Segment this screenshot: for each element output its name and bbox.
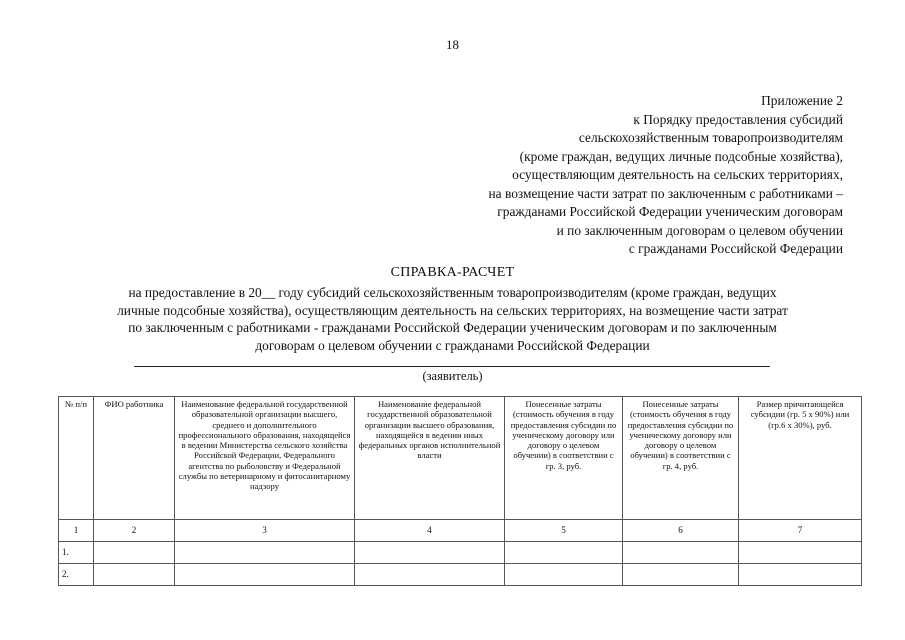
appendix-line: к Порядку предоставления субсидий [633,111,843,127]
table-row [59,542,862,564]
column-number: 3 [175,520,355,542]
column-number: 7 [739,520,862,542]
table-cell [505,542,623,564]
header-cell-subsidy-amount: Размер причитающейся субсидии (гр. 5 х 90%) или (гр.6 х 30%), руб. [739,397,862,520]
page-number: 18 [446,37,459,52]
appendix-line: осуществляющим деятельность на сельских территориях, [512,167,843,182]
table-cell [623,542,739,564]
appendix-line: сельскохозяйственным товаропроизводителям [578,130,843,145]
appendix-line: и по заключенным договорам о целевом обучении [556,222,843,238]
row-number: 1. [59,542,94,564]
table-cell [739,542,862,564]
table-cell [175,564,355,586]
table-cell [623,564,739,586]
header-cell-employee-name: ФИО работника [94,397,175,520]
calculation-table [58,396,862,586]
document-title: СПРАВКА-РАСЧЕТ [390,265,515,280]
column-number: 2 [94,520,175,542]
column-number-row [59,520,862,542]
subtitle-line: договорам о целевом обучении с гражданами Российской Федерации [255,337,650,353]
table-cell [94,542,175,564]
table-cell [739,564,862,586]
appendix-block [489,92,844,259]
subtitle-line: личные подсобные хозяйства), осуществляющим деятельность на сельских территориях, на возмещение части затрат [117,302,788,318]
header-cell-ministry-organization: Наименование федеральной государственной образовательной организации высшего, среднего и дополнительного профессионального образования, находящейся в ведении Министерства сельского хозяйства Российской Федерации, Федерального агентства по рыболовству и Федеральной службы по ветеринарному и фитосанитарному надзору [175,397,355,520]
header-cell-costs-col4: Понесенные затраты (стоимость обучения в году предоставления субсидии по ученическому договору или договору о целевом обучении) в соответствии с гр. 4, руб. [623,397,739,520]
appendix-line: на возмещение части затрат по заключенным с работниками – [488,185,843,201]
row-number: 2. [59,564,94,586]
column-number: 1 [59,520,94,542]
appendix-line: гражданами Российской Федерации ученическим договорам [497,204,843,219]
table-row [59,564,862,586]
header-cell-number: № п/п [59,397,94,520]
document-subtitle [60,284,845,354]
column-number: 4 [355,520,505,542]
header-cell-costs-col3: Понесенные затраты (стоимость обучения в году предоставления субсидии по ученическому договору или договору о целевом обучении) в соответствии с гр. 3, руб. [505,397,623,520]
table-cell [505,564,623,586]
table-cell [355,564,505,586]
column-number: 6 [623,520,739,542]
applicant-underline [134,366,770,367]
applicant-caption: (заявитель) [422,369,483,383]
appendix-line: с гражданами Российской Федерации [628,241,843,256]
subtitle-line: по заключенным с работниками - гражданами Российской Федерации ученическим договорам и по заключенным [128,320,777,335]
header-cell-other-organization: Наименование федеральной государственной образовательной организации высшего образования, находящейся в ведении иных федеральных органов исполнительной власти [355,397,505,520]
table-cell [355,542,505,564]
appendix-line: Приложение 2 [761,93,843,108]
table-cell [94,564,175,586]
subtitle-line: на предоставление в 20__ году субсидий сельскохозяйственным товаропроизводителям (кроме граждан, ведущих [128,285,777,300]
table-header-row [59,397,862,520]
table-cell [175,542,355,564]
column-number: 5 [505,520,623,542]
appendix-line: (кроме граждан, ведущих личные подсобные хозяйства), [519,148,843,164]
